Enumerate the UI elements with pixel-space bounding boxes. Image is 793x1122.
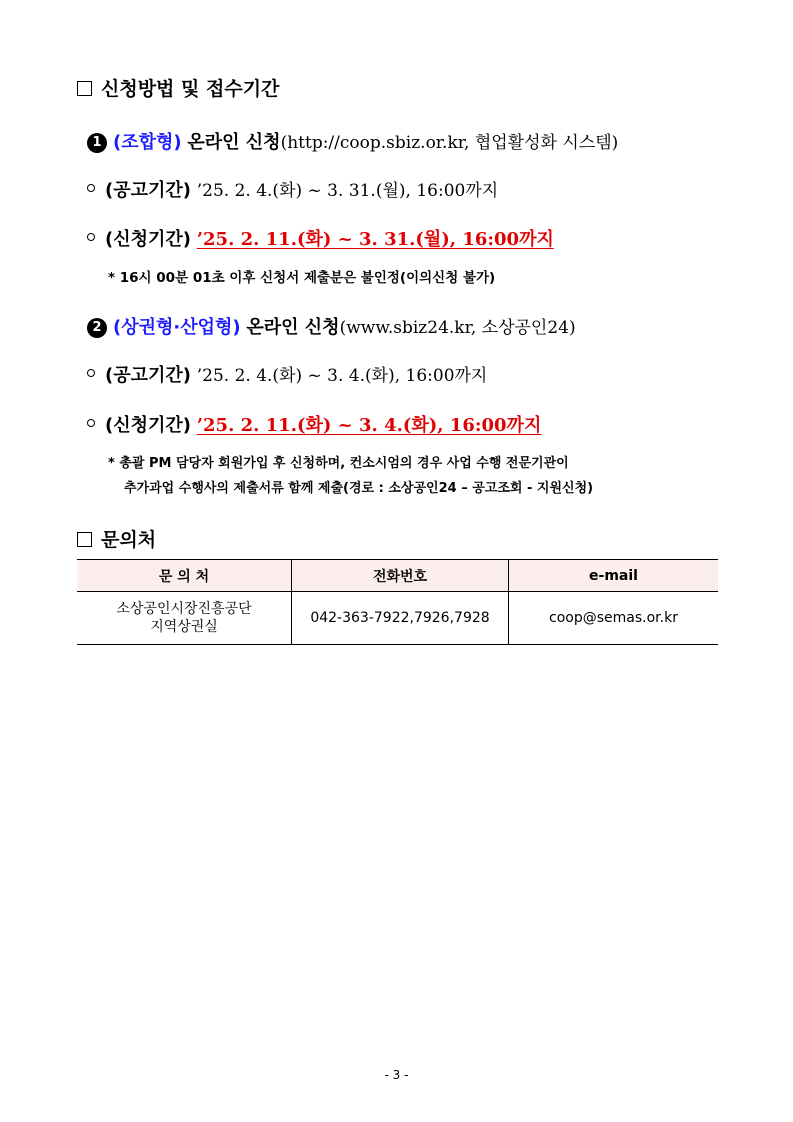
circled-number-2-icon: 2 <box>87 318 107 338</box>
item1-note: * 16시 00분 01초 이후 신청서 제출분은 불인정(이의신청 불가) <box>108 270 496 286</box>
contact-phone-cell: 042-363-7922,7926,7928 <box>292 592 509 645</box>
item2-period-row <box>87 411 541 437</box>
item1-type-label: (조합형) <box>113 132 182 153</box>
item2-note-line1: * 총괄 PM 담당자 회원가입 후 신청하며, 컨소시엄의 경우 사업 수행 전문기관이 <box>108 456 569 471</box>
item2-notice-row <box>87 361 487 387</box>
bullet-icon <box>87 419 95 427</box>
item2-type-label: (상권형·산업형) <box>113 317 241 338</box>
item1-apply-label: 온라인 신청 <box>187 132 281 153</box>
item2-period-value: ’25. 2. 11.(화) ~ 3. 4.(화), 16:00까지 <box>196 415 542 436</box>
column-header-contact: 문 의 처 <box>77 560 292 592</box>
bullet-icon <box>87 369 95 377</box>
section-heading-text: 신청방법 및 접수기간 <box>101 78 280 100</box>
item1-notice-row <box>87 176 498 202</box>
item2-note-line2: 추가과업 수행사의 제출서류 함께 제출(경로 : 소상공인24 – 공고조회 - 지원신청) <box>124 481 594 496</box>
item2-notice-value: ’25. 2. 4.(화) ~ 3. 4.(화), 16:00까지 <box>196 366 488 386</box>
table-row <box>77 592 718 645</box>
column-header-email: e-mail <box>509 560 719 592</box>
bullet-icon <box>87 184 95 192</box>
section-heading-application <box>77 74 279 101</box>
item1-period-row <box>87 225 554 251</box>
item2-apply-label: 온라인 신청 <box>246 317 340 338</box>
section-heading-contact <box>77 525 156 552</box>
contact-email-cell[interactable]: coop@semas.or.kr <box>509 592 719 645</box>
contact-org-line2: 지역상권실 <box>150 619 218 635</box>
item1-notice-value: ’25. 2. 4.(화) ~ 3. 31.(월), 16:00까지 <box>196 181 499 201</box>
item1-apply-detail: (http://coop.sbiz.or.kr, 협업활성화 시스템) <box>280 133 619 153</box>
column-header-phone: 전화번호 <box>292 560 509 592</box>
item1-period-label: (신청기간) <box>105 229 192 250</box>
section-heading-text: 문의처 <box>101 529 157 551</box>
checkbox-square-icon <box>77 81 92 96</box>
table-header-row <box>77 560 718 592</box>
checkbox-square-icon <box>77 532 92 547</box>
item2-notice-label: (공고기간) <box>105 365 192 386</box>
item2-header <box>87 313 576 339</box>
item1-header <box>87 128 618 154</box>
item2-apply-detail: (www.sbiz24.kr, 소상공인24) <box>339 318 576 338</box>
contact-org-cell <box>77 592 292 645</box>
item1-notice-label: (공고기간) <box>105 180 192 201</box>
page-number: - 3 - <box>384 1068 409 1082</box>
circled-number-1-icon: 1 <box>87 133 107 153</box>
item2-period-label: (신청기간) <box>105 415 192 436</box>
contact-org-line1: 소상공인시장진흥공단 <box>116 601 252 617</box>
item1-period-value: ’25. 2. 11.(화) ~ 3. 31.(월), 16:00까지 <box>196 229 554 250</box>
contact-table <box>77 559 718 645</box>
bullet-icon <box>87 233 95 241</box>
